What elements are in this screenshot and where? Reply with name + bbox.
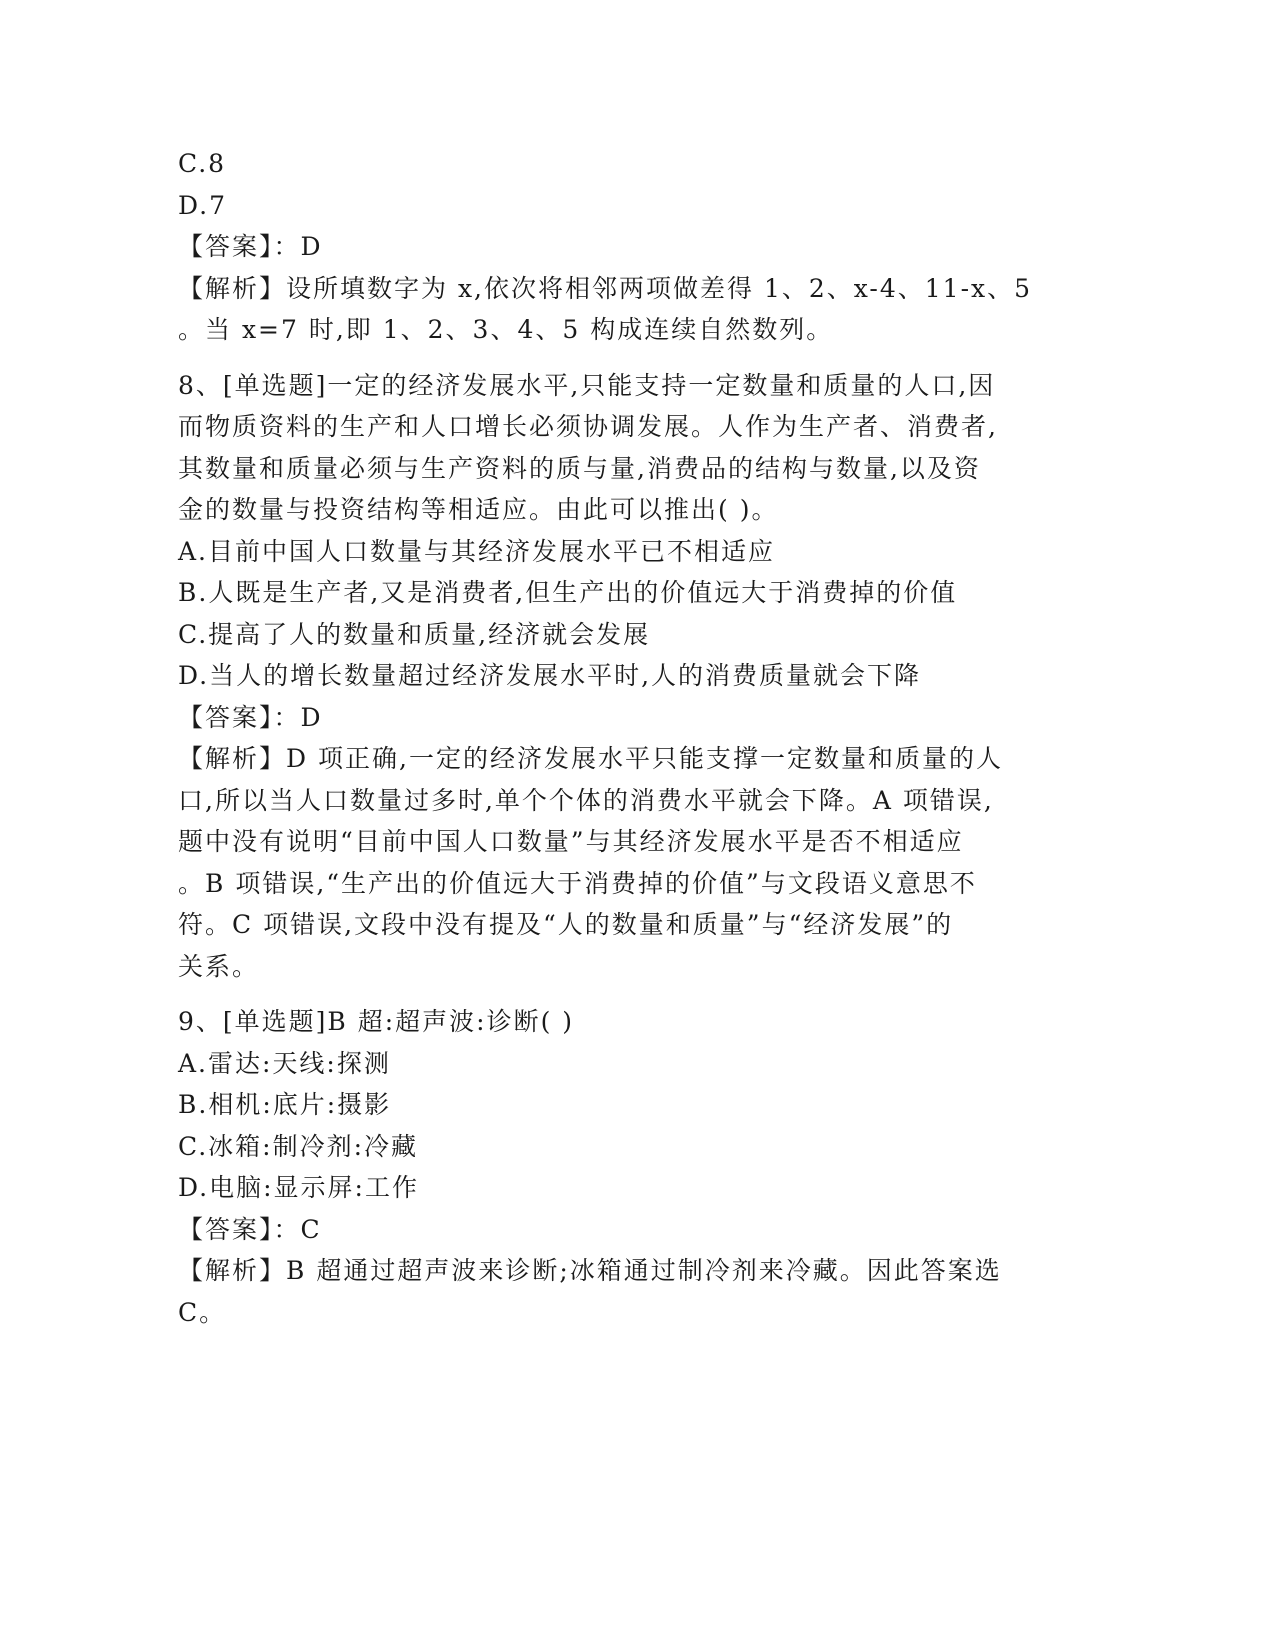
spacer bbox=[178, 351, 1058, 365]
analysis-line: 关系。 bbox=[178, 951, 260, 981]
question-stem-line: 其数量和质量必须与生产资料的质与量,消费品的结构与数量,以及资 bbox=[178, 453, 981, 483]
option-a: A.目前中国人口数量与其经济发展水平已不相适应 bbox=[178, 536, 776, 566]
option-c: C.提高了人的数量和质量,经济就会发展 bbox=[178, 619, 651, 649]
spacer bbox=[178, 987, 1058, 1001]
option-d: D.7 bbox=[178, 190, 228, 220]
analysis-line: 【解析】D 项正确,一定的经济发展水平只能支撑一定数量和质量的人 bbox=[178, 744, 1003, 773]
analysis-line: 【解析】设所填数字为 x,依次将相邻两项做差得 1、2、x-4、11-x、5 bbox=[178, 273, 1033, 303]
analysis-line: C。 bbox=[178, 1297, 227, 1327]
answer-line: 【答案】：D bbox=[178, 232, 323, 261]
analysis-line: 题中没有说明“目前中国人口数量”与其经济发展水平是否不相适应 bbox=[178, 827, 964, 856]
analysis-line: 【解析】B 超通过超声波来诊断;冰箱通过制冷剂来冷藏。因此答案选 bbox=[178, 1256, 1002, 1285]
question-stem-line: 8、[单选题]一定的经济发展水平,只能支持一定数量和质量的人口,因 bbox=[178, 370, 996, 400]
question-9 bbox=[178, 1001, 1058, 1333]
answer-line: 【答案】：C bbox=[178, 1214, 322, 1244]
option-d: D.当人的增长数量超过经济发展水平时,人的消费质量就会下降 bbox=[178, 661, 922, 690]
answer-line: 【答案】：D bbox=[178, 702, 323, 732]
question-stem-line: 9、[单选题]B 超:超声波:诊断( ) bbox=[178, 1007, 575, 1036]
option-a: A.雷达:天线:探测 bbox=[178, 1048, 391, 1078]
question-7-tail bbox=[178, 143, 1058, 351]
analysis-line: 口,所以当人口数量过多时,单个个体的消费水平就会下降。A 项错误, bbox=[178, 785, 994, 815]
option-b: B.相机:底片:摄影 bbox=[178, 1090, 392, 1119]
question-stem-line: 金的数量与投资结构等相适应。由此可以推出( )。 bbox=[178, 495, 779, 524]
option-c: C.冰箱:制冷剂:冷藏 bbox=[178, 1131, 419, 1161]
analysis-line: 。B 项错误,“生产出的价值远大于消费掉的价值”与文段语义意思不 bbox=[178, 868, 977, 898]
option-c: C.8 bbox=[178, 149, 227, 178]
analysis-line: 符。C 项错误,文段中没有提及“人的数量和质量”与“经济发展”的 bbox=[178, 910, 954, 939]
question-8 bbox=[178, 365, 1058, 988]
analysis-line: 。当 x=7 时,即 1、2、3、4、5 构成连续自然数列。 bbox=[178, 315, 834, 344]
option-d: D.电脑:显示屏:工作 bbox=[178, 1173, 419, 1202]
option-b: B.人既是生产者,又是消费者,但生产出的价值远大于消费掉的价值 bbox=[178, 578, 958, 607]
question-stem-line: 而物质资料的生产和人口增长必须协调发展。人作为生产者、消费者, bbox=[178, 412, 998, 441]
document-page bbox=[178, 143, 1058, 1333]
